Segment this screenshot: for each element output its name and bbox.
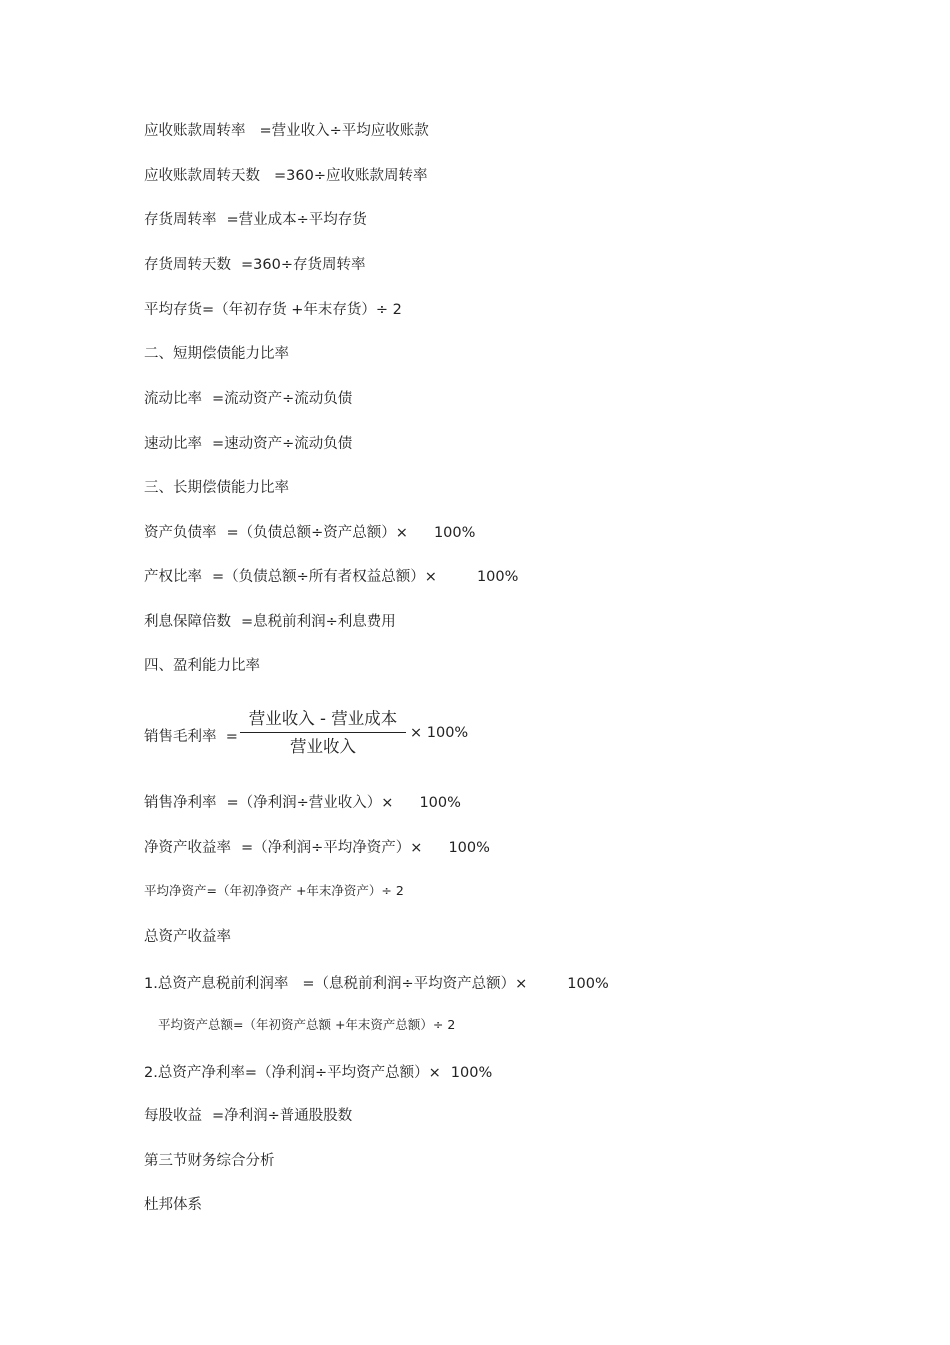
percent-value: 100% bbox=[419, 795, 461, 811]
formula-label: 1.总资产息税前利润率 bbox=[144, 976, 289, 992]
section-heading-short-term-solvency bbox=[144, 344, 289, 364]
inventory-turnover-rate bbox=[144, 210, 367, 230]
formula-label: 流动比率 bbox=[144, 391, 202, 407]
inventory-turnover-days bbox=[144, 255, 365, 275]
formula-label: 应收账款周转天数 bbox=[144, 168, 260, 184]
average-total-assets bbox=[158, 1015, 455, 1035]
formula-label: 存货周转天数 bbox=[144, 257, 231, 273]
formula-label: 存货周转率 bbox=[144, 212, 217, 228]
average-inventory bbox=[144, 300, 402, 320]
formula-label: 净资产收益率 bbox=[144, 840, 231, 856]
gross-margin-label: 销售毛利率 bbox=[144, 729, 217, 745]
formula-expression: =速动资产÷流动负债 bbox=[212, 436, 353, 452]
total-assets-ebit-margin bbox=[144, 974, 609, 994]
fraction bbox=[240, 708, 406, 758]
formula-expression: =（负债总额÷资产总额）× bbox=[226, 525, 408, 541]
earnings-per-share bbox=[144, 1106, 352, 1126]
formula-label: 产权比率 bbox=[144, 569, 202, 585]
interest-coverage-ratio bbox=[144, 612, 396, 632]
ar-turnover-rate bbox=[144, 121, 429, 141]
formula-label: 资产负债率 bbox=[144, 525, 217, 541]
total-assets-net-margin bbox=[144, 1063, 492, 1083]
percent-value: 100% bbox=[476, 569, 519, 585]
fraction-multiplier: × 100% bbox=[410, 725, 469, 741]
formula-expression: =流动资产÷流动负债 bbox=[212, 391, 353, 407]
section-heading: 四、盈利能力比率 bbox=[144, 658, 260, 674]
quick-ratio bbox=[144, 434, 352, 454]
section-heading: 三、长期偿债能力比率 bbox=[144, 480, 289, 496]
section-heading-financial-analysis bbox=[144, 1151, 275, 1171]
average-net-assets bbox=[144, 881, 404, 901]
formula-label: 应收账款周转率 bbox=[144, 123, 246, 139]
fraction-numerator: 营业收入 - 营业成本 bbox=[248, 709, 398, 728]
equity-ratio bbox=[144, 567, 518, 587]
formula-label: 销售净利率 bbox=[144, 795, 217, 811]
return-on-total-assets-heading bbox=[144, 927, 231, 947]
formula-expression: =（净利润÷平均资产总额）× bbox=[244, 1065, 441, 1081]
section-heading-long-term-solvency bbox=[144, 478, 289, 498]
formula-expression: =360÷应收账款周转率 bbox=[274, 168, 428, 184]
dupont-system-heading bbox=[144, 1195, 202, 1215]
debt-to-asset-ratio bbox=[144, 523, 475, 543]
formula-label: 2.总资产净利率 bbox=[144, 1065, 245, 1081]
fraction-denominator: 营业收入 bbox=[290, 737, 356, 756]
formula-expression: =营业收入÷平均应收账款 bbox=[259, 123, 429, 139]
section-heading: 第三节财务综合分析 bbox=[144, 1153, 275, 1169]
formula-expression: =息税前利润÷利息费用 bbox=[241, 614, 396, 630]
return-on-equity bbox=[144, 838, 490, 858]
formula-text: 平均资产总额=（年初资产总额 +年末资产总额）÷ 2 bbox=[158, 1017, 456, 1032]
section-heading: 二、短期偿债能力比率 bbox=[144, 346, 289, 362]
formula-expression: =营业成本÷平均存货 bbox=[226, 212, 367, 228]
formula-label: 速动比率 bbox=[144, 436, 202, 452]
current-ratio bbox=[144, 389, 352, 409]
equals-sign: = bbox=[225, 729, 238, 745]
formula-label bbox=[144, 725, 238, 746]
formula-label: 每股收益 bbox=[144, 1108, 202, 1124]
formula-expression: =（年初存货 +年末存货）÷ 2 bbox=[202, 302, 402, 318]
formula-expression: =（净利润÷平均净资产）× bbox=[241, 840, 423, 856]
ar-turnover-days bbox=[144, 166, 427, 186]
percent-value: 100% bbox=[567, 976, 609, 992]
formula-expression: =（息税前利润÷平均资产总额）× bbox=[302, 976, 528, 992]
formula-label: 平均存货 bbox=[144, 302, 202, 318]
percent-value: 100% bbox=[450, 1065, 493, 1081]
fraction-bar bbox=[240, 732, 406, 733]
formula-expression: =360÷存货周转率 bbox=[241, 257, 366, 273]
formula-text: 平均净资产=（年初净资产 +年末净资产）÷ 2 bbox=[144, 883, 404, 898]
formula-label: 利息保障倍数 bbox=[144, 614, 231, 630]
sub-heading: 总资产收益率 bbox=[144, 929, 231, 945]
percent-value: 100% bbox=[448, 840, 490, 856]
section-heading-profitability bbox=[144, 656, 260, 676]
sub-heading: 杜邦体系 bbox=[144, 1197, 202, 1213]
net-profit-margin bbox=[144, 793, 461, 813]
formula-expression: =（净利润÷营业收入）× bbox=[226, 795, 394, 811]
percent-value: 100% bbox=[433, 525, 476, 541]
formula-expression: =（负债总额÷所有者权益总额）× bbox=[212, 569, 437, 585]
formula-expression: =净利润÷普通股股数 bbox=[212, 1108, 353, 1124]
